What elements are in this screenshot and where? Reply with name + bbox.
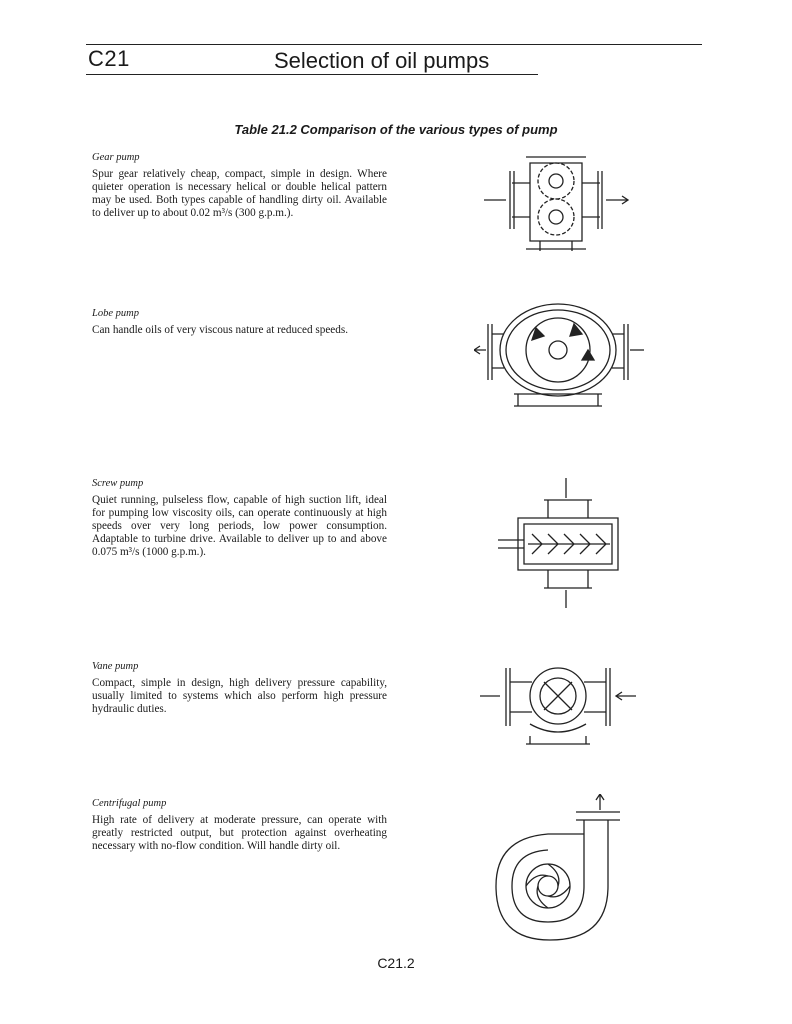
screw-pump-entry	[92, 478, 387, 559]
page-number: C21.2	[377, 955, 415, 971]
centrifugal-pump-entry	[92, 798, 387, 853]
centrifugal-pump-description: High rate of delivery at moderate pressure, can operate with greatly restricted output, but protection against overheating necessary with no-flow condition. Will handle dirty oil.	[92, 814, 387, 852]
gear-pump-entry	[92, 152, 387, 220]
vane-pump-diagram-icon	[480, 660, 636, 756]
gear-pump-name: Gear pump	[92, 152, 140, 163]
table-caption: Table 21.2 Comparison of the various types of pump	[234, 122, 558, 137]
centrifugal-pump-diagram-icon	[488, 794, 628, 944]
vane-pump-name: Vane pump	[92, 661, 139, 672]
gear-pump-diagram-icon	[482, 145, 630, 257]
lobe-pump-name: Lobe pump	[92, 308, 139, 319]
vane-pump-description: Compact, simple in design, high delivery pressure capability, usually limited to systems which also perform high pressure hydraulic duties.	[92, 677, 387, 715]
gear-pump-description: Spur gear relatively cheap, compact, simple in design. Where quieter operation is necessary helical or double helical pattern may be used. Both types capable of handling dirty oil. Available to deliver up to about 0.02 m³/s (300 g.p.m.).	[92, 168, 387, 219]
header-bottom-rule	[86, 74, 538, 75]
lobe-pump-diagram-icon	[474, 294, 644, 414]
lobe-pump-entry	[92, 308, 387, 337]
header-top-rule	[86, 44, 702, 45]
vane-pump-entry	[92, 661, 387, 716]
section-code: C21	[88, 46, 130, 71]
screw-pump-diagram-icon	[488, 478, 638, 612]
page-title: Selection of oil pumps	[274, 48, 490, 73]
lobe-pump-description: Can handle oils of very viscous nature at reduced speeds.	[92, 324, 348, 336]
centrifugal-pump-name: Centrifugal pump	[92, 798, 167, 809]
screw-pump-description: Quiet running, pulseless flow, capable of high suction lift, ideal for pumping low viscosity oils, can operate continuously at high speeds over very long periods, low power consumption. Adaptable to turbine drive. Available to deliver up to and above 0.075 m³/s (1000 g.p.m.).	[92, 494, 387, 558]
screw-pump-name: Screw pump	[92, 478, 144, 489]
